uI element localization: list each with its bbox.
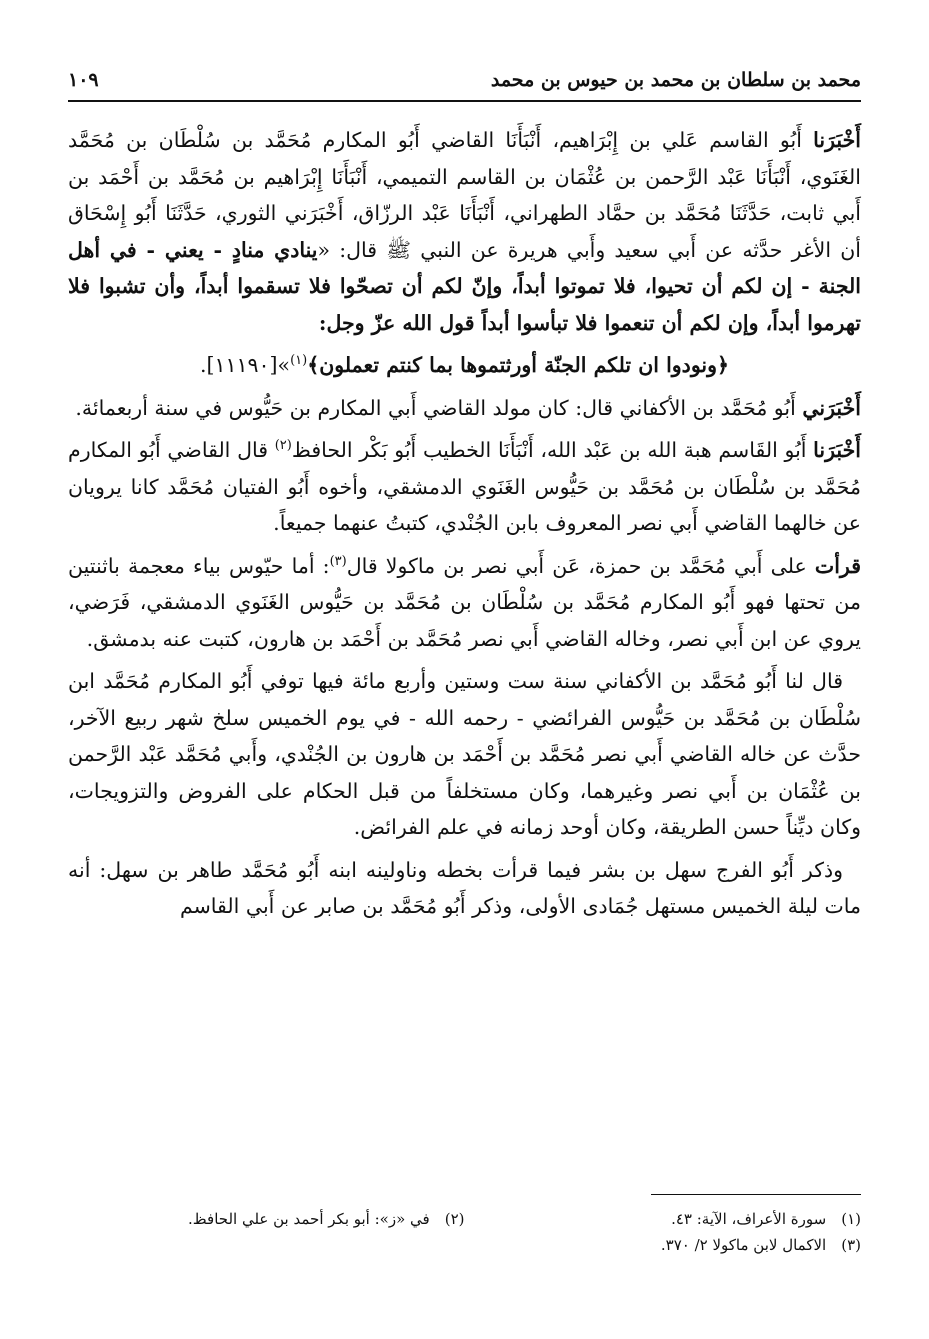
paragraph-text: قال القاضي أَبُو المكارم مُحَمَّد بن سُلْطَان بن مُحَمَّد بن حَيُّوس الغَنَوي الدمشقي، وأخوه أَبُو الفتيان مُحَمَّد كانا يرويان عن خالهما القاضي أَبي نصر المعروف بابن الجُنْدي، كتبتُ عنهما جميعاً. <box>68 438 861 535</box>
footnotes <box>68 1206 861 1258</box>
footnote-text: سورة الأعراف، الآية: ٤٣. <box>671 1210 827 1228</box>
footnote-ref: (١) <box>290 353 308 369</box>
paragraph <box>68 548 861 658</box>
paragraph-text: قال لنا أَبُو مُحَمَّد بن الأكفاني سنة ست وستين وأربع مائة فيها توفي أَبُو المكارم مُحَمَّد ابن سُلْطَان بن مُحَمَّد بن حَيُّوس الفرائضي - رحمه الله - في يوم الخميس سلخ شهر ربيع الآخر، حدَّث عن خاله القاضي أَبي نصر مُحَمَّد بن أَحْمَد بن هارون بن الجُنْدي، وأَبي مُحَمَّد عَبْد الرَّحمن بن عُثْمَان بن أَبي نصر وغيرهما، وكان مستخلفاً من قبل الحكام على الفروض والتزويجات، وكان ديِّناً حسن الطريقة، وكان أوحد زمانه في علم الفرائض. <box>68 669 861 839</box>
body-text <box>68 122 861 925</box>
quran-verse-line <box>68 347 861 384</box>
paragraph-text: أَبُو مُحَمَّد بن الأكفاني قال: كان مولد القاضي أَبي المكارم بن حَيُّوس في سنة أربعمائة. <box>75 395 803 420</box>
footnote <box>465 1206 862 1232</box>
paragraph-lead-word: قرأت <box>814 553 861 578</box>
paragraph-text: أَبُو القاسم عَلي بن إِبْرَاهيم، أَنْبَأَنَا القاضي أَبُو المكارم مُحَمَّد بن سُلْطَان بن مُحَمَّد الغَنَوي، أَنْبَأَنَا عَبْد الرَّحمن بن عُثْمَان بن القاسم التميمي، أَنْبَأَنَا إِبْرَاهيم بن مُحَمَّد بن أَحْمَد بن أَبي ثابت، حَدَّثَنَا مُحَمَّد بن حمَّاد الطهراني، أَنْبَأَنَا عَبْد الرزّاق، أَخْبَرَني الثوري، حَدَّثَنَا أَبُو إِسْحَاق أن الأغر حدَّثه عن أَبي سعيد وأَبي هريرة عن النبي ﷺ قال: « <box>68 128 861 262</box>
hadith-number: »[١١١٩٠]. <box>199 353 291 377</box>
paragraph <box>68 390 861 427</box>
footnote-number: (٢) <box>444 1210 465 1228</box>
footnote-text: في «ز»: أبو بكر أحمد بن علي الحافظ. <box>188 1210 430 1228</box>
footnote-row <box>68 1206 861 1232</box>
quran-verse: ﴿ونودوا ان تلكم الجنّة أورثتموها بما كنتم تعملون﴾ <box>307 353 730 377</box>
running-header <box>68 60 861 102</box>
paragraph-lead-word: أَخْبَرَني <box>802 395 861 420</box>
paragraph <box>68 663 861 846</box>
footnote <box>461 1232 861 1258</box>
footnote-ref: (٣) <box>329 553 347 569</box>
footnote-ref: (٢) <box>274 438 292 454</box>
paragraph-text: وذكر أَبُو الفرج سهل بن بشر فيما قرأت بخطه وناولينه ابنه أَبُو مُحَمَّد طاهر بن سهل: أنه مات ليلة الخميس مستهل جُمَادى الأولى، وذكر أَبُو مُحَمَّد بن صابر عن أَبي القاسم <box>68 857 861 918</box>
paragraph-text: على أَبي مُحَمَّد بن حمزة، عَن أَبي نصر بن ماكولا قال <box>346 553 815 578</box>
page-number: ١٠٩ <box>68 69 99 91</box>
footnote <box>68 1206 465 1232</box>
footnote-row <box>68 1232 861 1258</box>
paragraph-text: : أما حيّوس بياء معجمة باثنتين من تحتها فهو أَبُو المكارم مُحَمَّد بن سُلْطَان بن مُحَمَّد بن حَيُّوس الغَنَوي الدمشقي، فَرَضي، يروي عن ابن أَبي نصر، وخاله القاضي أَبي نصر مُحَمَّد بن أَحْمَد بن هارون، كتبت عنه بدمشق. <box>68 553 861 651</box>
paragraph <box>68 432 861 542</box>
paragraph <box>68 122 861 341</box>
paragraph <box>68 852 861 925</box>
paragraph-text: أَبُو القَاسم هبة الله بن عَبْد الله، أَنْبَأَنَا الخطيب أَبُو بَكْر الحافظ <box>291 438 814 462</box>
footnote-number: (٣) <box>841 1236 861 1254</box>
paragraph-lead-word: أَخْبَرَنا <box>813 438 861 462</box>
header-title: محمد بن سلطان بن محمد بن حيوس بن محمد <box>490 69 861 91</box>
hadith-text: ينادي منادٍ - يعني - في أهل الجنة - إن لكم أن تحيوا، فلا تموتوا أبداً، وإنّ لكم أن تصحّوا فلا تسقموا أبداً، وأن تشبوا فلا تهرموا أبداً، وإن لكم أن تنعموا فلا تبأسوا أبداً قول الله عزّ وجل: <box>68 237 861 335</box>
footnote-text: الاكمال لابن ماكولا ٢/ ٣٧٠. <box>660 1236 827 1254</box>
book-page <box>68 60 861 1254</box>
footnote-number: (١) <box>841 1210 861 1228</box>
footnote-divider <box>651 1194 861 1195</box>
paragraph-lead-word: أَخْبَرَنا <box>813 128 861 152</box>
